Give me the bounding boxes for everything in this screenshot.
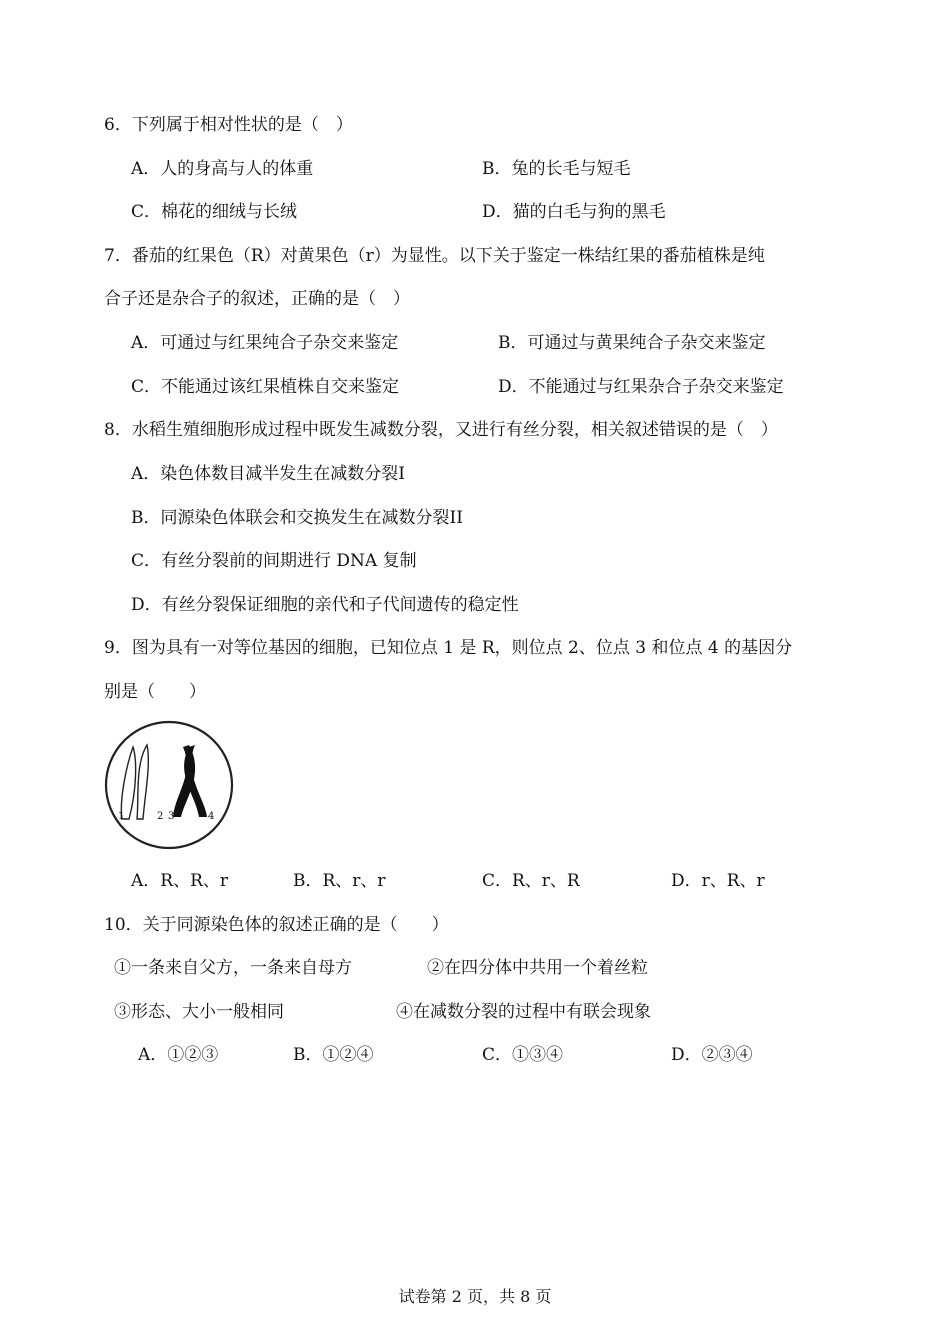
q6-option-a: A．人的身高与人的体重 <box>131 159 314 179</box>
q10-statement-2: ②在四分体中共用一个着丝粒 <box>427 958 648 978</box>
q6-stem: 6．下列属于相对性状的是（ ） <box>104 115 353 135</box>
q6-option-c: C．棉花的细绒与长绒 <box>131 202 298 222</box>
q9-stem-line2: 别是（ ） <box>104 682 206 702</box>
q10-option-c: C．①③④ <box>482 1045 564 1065</box>
q10-option-b: B．①②④ <box>293 1045 374 1065</box>
q10-option-d: D．②③④ <box>671 1045 753 1065</box>
locus-label-1: 1 <box>118 811 125 822</box>
q8-option-c: C．有丝分裂前的间期进行 DNA 复制 <box>131 551 417 571</box>
q6-option-b: B．兔的长毛与短毛 <box>482 159 631 179</box>
q10-statement-4: ④在减数分裂的过程中有联会现象 <box>396 1002 651 1022</box>
q9-stem-line1: 9．图为具有一对等位基因的细胞，已知位点 1 是 R，则位点 2、位点 3 和位点 4 的基因分 <box>104 638 793 658</box>
cell-chromosome-figure <box>103 719 235 851</box>
q7-option-c: C．不能通过该红果植株自交来鉴定 <box>131 377 400 397</box>
q8-option-d: D．有丝分裂保证细胞的亲代和子代间遗传的稳定性 <box>131 595 519 615</box>
q9-option-c: C．R、r、R <box>482 871 580 891</box>
q7-option-a: A．可通过与红果纯合子杂交来鉴定 <box>131 333 399 353</box>
locus-label-3: 3 <box>168 811 175 822</box>
q9-option-d: D．r、R、r <box>671 871 765 891</box>
q10-option-a: A．①②③ <box>138 1045 219 1065</box>
q10-statement-3: ③形态、大小一般相同 <box>114 1002 284 1022</box>
q10-statement-1: ①一条来自父方，一条来自母方 <box>114 958 352 978</box>
q8-stem: 8．水稻生殖细胞形成过程中既发生减数分裂，又进行有丝分裂，相关叙述错误的是（ ） <box>104 420 778 440</box>
q8-option-a: A．染色体数目减半发生在减数分裂I <box>131 464 405 484</box>
q9-option-b: B．R、r、r <box>293 871 386 891</box>
q7-option-d: D．不能通过与红果杂合子杂交来鉴定 <box>498 377 784 397</box>
chromatid-4 <box>184 745 207 817</box>
chromatid-1 <box>121 747 135 819</box>
q7-option-b: B．可通过与黄果纯合子杂交来鉴定 <box>498 333 766 353</box>
q10-stem: 10．关于同源染色体的叙述正确的是（ ） <box>104 915 449 935</box>
q7-stem-line2: 合子还是杂合子的叙述，正确的是（ ） <box>104 289 410 309</box>
q9-option-a: A．R、R、r <box>131 871 229 891</box>
locus-label-2: 2 <box>157 811 164 822</box>
q8-option-b: B．同源染色体联会和交换发生在减数分裂II <box>131 508 463 528</box>
locus-label-4: 4 <box>208 811 215 822</box>
q7-stem-line1: 7．番茄的红果色（R）对黄果色（r）为显性。以下关于鉴定一株结红果的番茄植株是纯 <box>104 246 765 266</box>
q6-option-d: D．猫的白毛与狗的黑毛 <box>482 202 666 222</box>
chromatid-2 <box>137 745 148 819</box>
page-footer: 试卷第 2 页，共 8 页 <box>398 1287 552 1306</box>
